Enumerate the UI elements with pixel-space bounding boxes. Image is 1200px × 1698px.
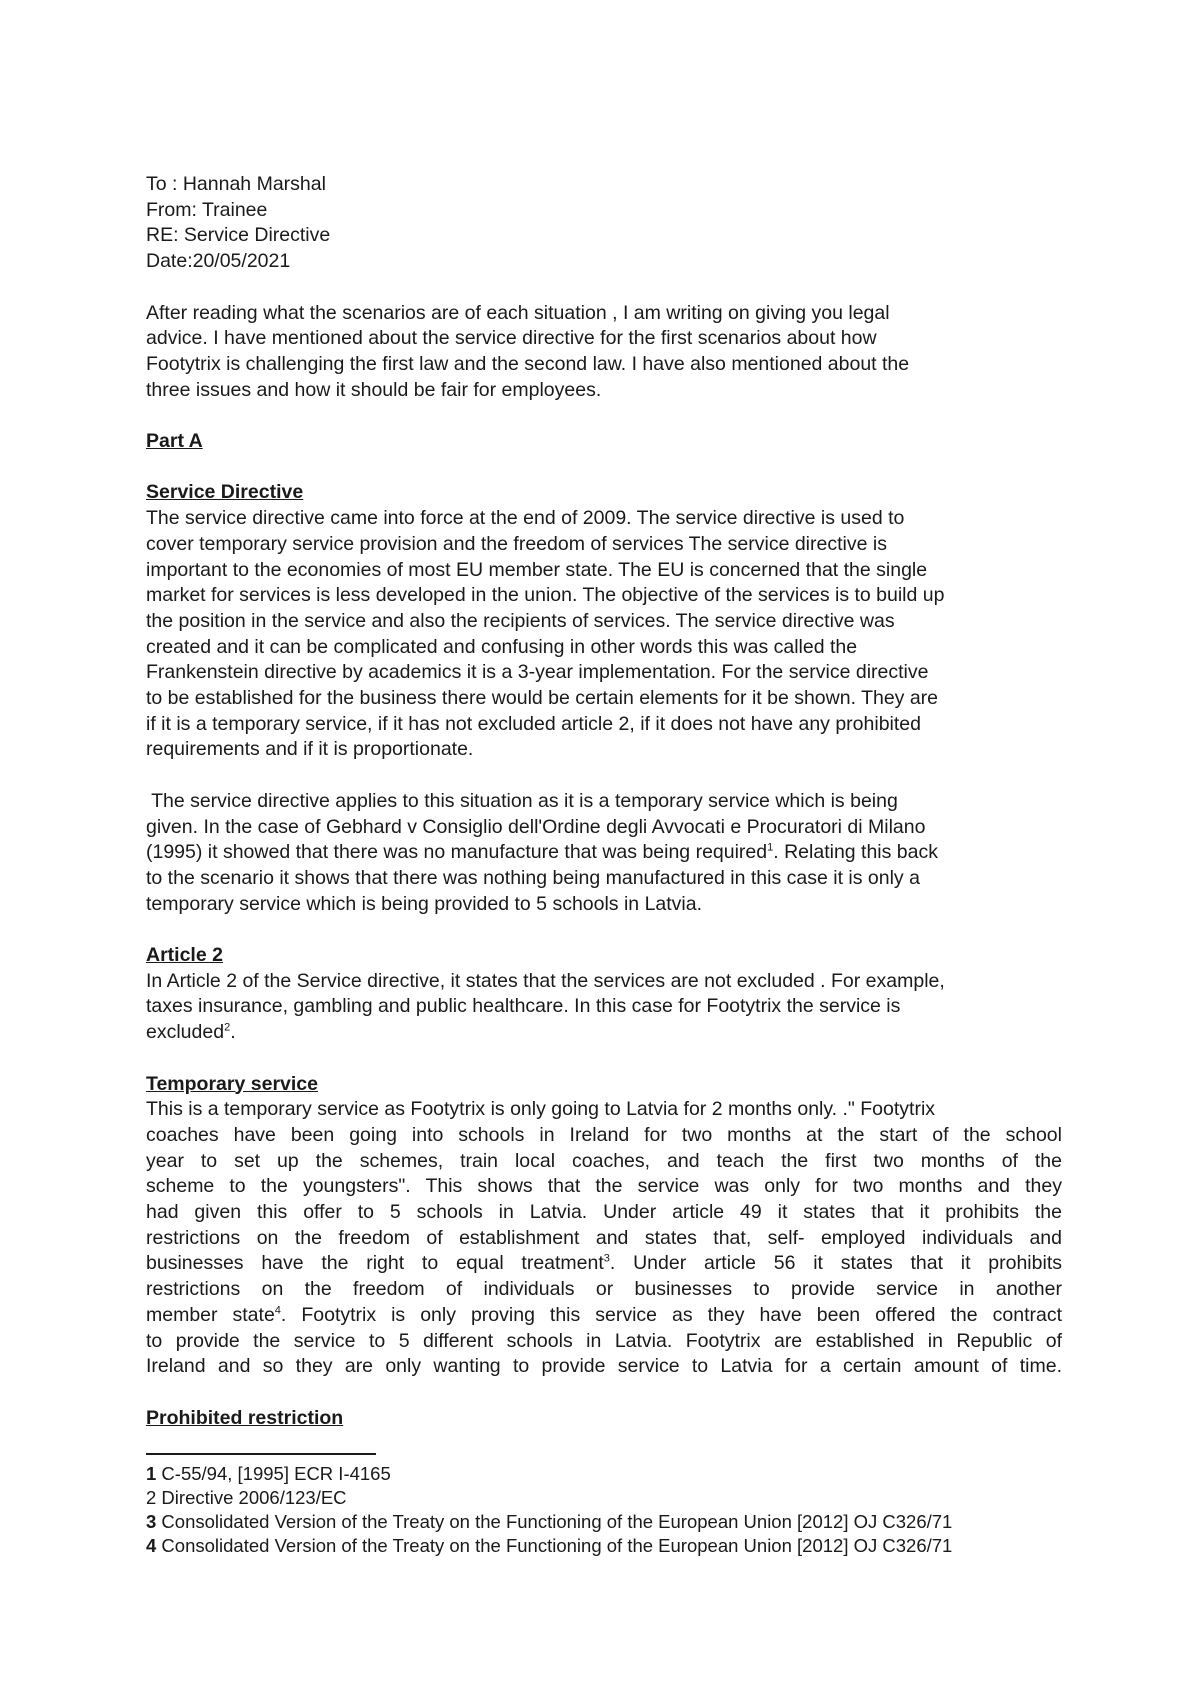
footnote-item bbox=[146, 1510, 1106, 1534]
paragraph-text: . Relating this back bbox=[773, 841, 939, 864]
paragraph-line: coaches have been going into schools in Ireland for two months at the start of the school bbox=[146, 1123, 1062, 1146]
article-2-section bbox=[146, 943, 1062, 1046]
intro-paragraph bbox=[146, 301, 1062, 404]
service-directive-heading: Service Directive bbox=[146, 481, 304, 504]
paragraph-line: to the scenario it shows that there was nothing being manufactured in this case it is only a bbox=[146, 866, 920, 889]
paragraph-line: This is a temporary service as Footytrix is only going to Latvia for 2 months only. ." Footytrix bbox=[146, 1098, 936, 1121]
part-a-heading: Part A bbox=[146, 430, 203, 452]
paragraph-line bbox=[146, 1303, 1062, 1329]
paragraph-line: The service directive came into force at the end of 2009. The service directive is used to bbox=[146, 507, 905, 530]
paragraph-text: member state bbox=[146, 1303, 275, 1326]
paragraph-line: Ireland and so they are only wanting to provide service to Latvia for a certain amount of time. bbox=[146, 1355, 1062, 1378]
paragraph-line: temporary service which is being provided to 5 schools in Latvia. bbox=[146, 892, 703, 915]
paragraph-line: important to the economies of most EU member state. The EU is concerned that the single bbox=[146, 558, 928, 581]
footnote-number: 1 bbox=[146, 1463, 157, 1484]
paragraph-line: year to set up the schemes, train local coaches, and teach the first two months of the bbox=[146, 1149, 1062, 1172]
paragraph-text: excluded bbox=[146, 1021, 225, 1044]
paragraph-line: cover temporary service provision and the freedom of services The service directive is bbox=[146, 532, 887, 555]
footnote-item bbox=[146, 1486, 1106, 1510]
memo-to: To : Hannah Marshal bbox=[146, 173, 326, 195]
service-directive-section bbox=[146, 480, 1062, 763]
footnote-item bbox=[146, 1462, 1106, 1486]
memo-from: From: Trainee bbox=[146, 198, 268, 221]
temporary-service-heading: Temporary service bbox=[146, 1072, 318, 1095]
prohibited-restriction-section bbox=[146, 1406, 1062, 1432]
footnote-text: Consolidated Version of the Treaty on the Functioning of the European Union [2012] OJ C326/71 bbox=[156, 1511, 953, 1532]
part-a-heading-block bbox=[146, 429, 1062, 455]
paragraph-text: (1995) it showed that there was no manufacture that was being required bbox=[146, 841, 768, 864]
memo-date: Date:20/05/2021 bbox=[146, 250, 291, 273]
footnote-ref-1[interactable]: 1 bbox=[767, 841, 774, 854]
paragraph-line: market for services is less developed in the union. The objective of the services is to build up bbox=[146, 584, 945, 607]
footnote-number: 4 bbox=[146, 1535, 157, 1556]
paragraph-line: restrictions on the freedom of establishment and states that, self- employed individuals and bbox=[146, 1226, 1062, 1249]
footnote-text: Consolidated Version of the Treaty on the Functioning of the European Union [2012] OJ C326/71 bbox=[156, 1535, 953, 1556]
intro-line: After reading what the scenarios are of each situation , I am writing on giving you legal bbox=[146, 301, 890, 324]
intro-line: Footytrix is challenging the first law and the second law. I have also mentioned about the bbox=[146, 352, 910, 375]
paragraph-line bbox=[146, 1020, 1062, 1046]
paragraph-line: scheme to the youngsters". This shows that the service was only for two months and they bbox=[146, 1175, 1062, 1198]
intro-line: three issues and how it should be fair for employees. bbox=[146, 378, 602, 401]
footnote-text: C-55/94, [1995] ECR I-4165 bbox=[156, 1463, 391, 1484]
paragraph-line: to provide the service to 5 different schools in Latvia. Footytrix are established in Republic of bbox=[146, 1329, 1062, 1352]
paragraph-line: taxes insurance, gambling and public healthcare. In this case for Footytrix the service is bbox=[146, 995, 901, 1018]
paragraph-line: restrictions on the freedom of individuals or businesses to provide service in another bbox=[146, 1278, 1062, 1301]
paragraph-line: given. In the case of Gebhard v Consiglio dell'Ordine degli Avvocati e Procuratori di Milano bbox=[146, 815, 926, 838]
justified-lines bbox=[146, 1123, 1062, 1380]
paragraph-text: . Under article 56 it states that it prohibits bbox=[609, 1252, 1062, 1275]
article-2-heading: Article 2 bbox=[146, 944, 223, 967]
memo-re: RE: Service Directive bbox=[146, 224, 331, 247]
paragraph-line: if it is a temporary service, if it has not excluded article 2, if it does not have any prohibited bbox=[146, 712, 921, 735]
footnote-separator bbox=[146, 1453, 376, 1455]
paragraph-line bbox=[146, 840, 1062, 866]
paragraph-line: requirements and if it is proportionate. bbox=[146, 738, 474, 761]
paragraph-text: businesses have the right to equal treatment bbox=[146, 1252, 604, 1275]
paragraph-text: . bbox=[230, 1021, 236, 1044]
paragraph-line: created and it can be complicated and confusing in other words this was called the bbox=[146, 635, 858, 658]
footnote-text: Directive 2006/123/EC bbox=[156, 1487, 347, 1508]
footnote-item bbox=[146, 1534, 1106, 1558]
paragraph-line: Frankenstein directive by academics it is a 3-year implementation. For the service directive bbox=[146, 661, 929, 684]
paragraph-line: The service directive applies to this situation as it is a temporary service which is being bbox=[146, 789, 898, 812]
memo-header bbox=[146, 172, 1062, 275]
footnote-number: 2 bbox=[146, 1487, 157, 1508]
footnote-number: 3 bbox=[146, 1511, 157, 1532]
intro-line: advice. I have mentioned about the service directive for the first scenarios about how bbox=[146, 327, 877, 350]
paragraph-line: to be established for the business there would be certain elements for it be shown. They are bbox=[146, 687, 939, 710]
document-body bbox=[146, 172, 1062, 1457]
footnotes bbox=[146, 1462, 1106, 1558]
footnote-ref-3[interactable]: 3 bbox=[603, 1252, 610, 1265]
footnote-ref-2[interactable]: 2 bbox=[224, 1021, 231, 1034]
paragraph-line: the position in the service and also the recipients of services. The service directive was bbox=[146, 609, 895, 632]
temporary-service-section bbox=[146, 1072, 1062, 1380]
service-directive-applies-paragraph bbox=[146, 789, 1062, 918]
prohibited-restriction-heading: Prohibited restriction bbox=[146, 1406, 344, 1429]
paragraph-line: In Article 2 of the Service directive, it states that the services are not excluded . For example, bbox=[146, 969, 945, 992]
paragraph-text: . Footytrix is only proving this service as they have been offered the contract bbox=[280, 1303, 1062, 1326]
paragraph-line bbox=[146, 1251, 1062, 1277]
footnote-ref-4[interactable]: 4 bbox=[274, 1304, 281, 1317]
paragraph-line: had given this offer to 5 schools in Latvia. Under article 49 it states that it prohibits the bbox=[146, 1201, 1062, 1224]
